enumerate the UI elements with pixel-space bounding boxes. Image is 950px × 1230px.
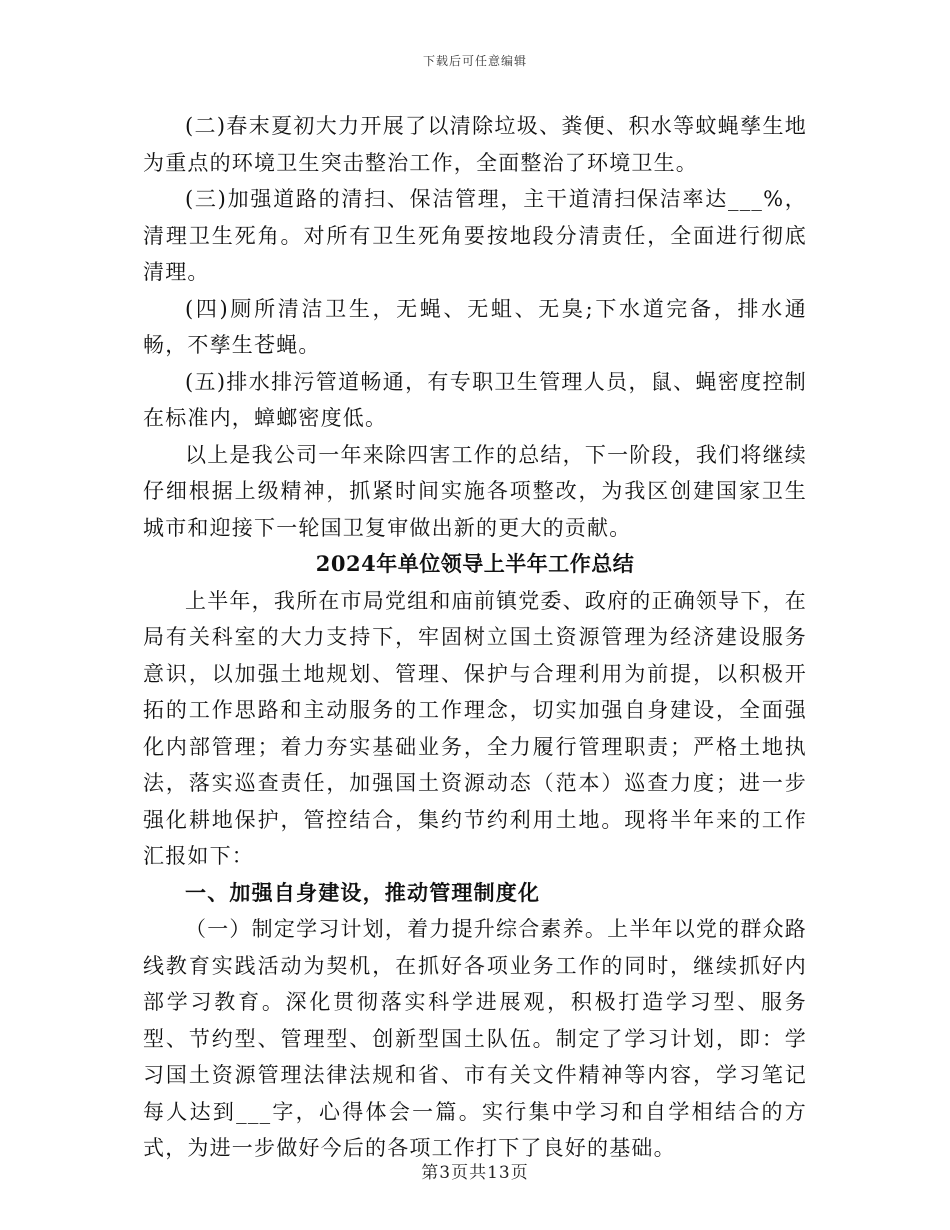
section-heading-1: 一、加强自身建设，推动管理制度化 [185,879,541,905]
paragraph-item-4: (四)厕所清洁卫生，无蝇、无蛆、无臭;下水道完备，排水通畅，不孳生苍蝇。 [143,296,807,357]
document-body [143,108,807,1167]
paragraph-item-5: (五)排水排污管道畅通，有专职卫生管理人员，鼠、蝇密度控制在标准内，蟑螂密度低。 [143,369,807,430]
header-note: 下载后可任意编辑 [422,54,527,68]
document-title: 2024年单位领导上半年工作总结 [315,551,635,576]
paragraph-conclusion: 以上是我公司一年来除四害工作的总结，下一阶段，我们将继续仔细根据上级精神，抓紧时间实施各项整改，为我区创建国家卫生城市和迎接下一轮国卫复审做出新的更大的贡献。 [143,442,807,540]
paragraph-item-2: (二)春末夏初大力开展了以清除垃圾、粪便、积水等蚊蝇孳生地为重点的环境卫生突击整治工作，全面整治了环境卫生。 [143,114,807,175]
paragraph-intro: 上半年，我所在市局党组和庙前镇党委、政府的正确领导下，在局有关科室的大力支持下，牢固树立国土资源管理为经济建设服务意识，以加强土地规划、管理、保护与合理利用为前提，以积极开拓的工作思路和主动服务的工作理念，切实加强自身建设，全面强化内部管理；着力夯实基础业务，全力履行管理职责；严格土地执法，落实巡查责任，加强国土资源动态（范本）巡查力度；进一步强化耕地保护，管控结合，集约节约利用土地。现将半年来的工作汇报如下： [143,588,807,868]
paragraph-section-1-1: （一）制定学习计划，着力提升综合素养。上半年以党的群众路线教育实践活动为契机，在抓好各项业务工作的同时，继续抓好内部学习教育。深化贯彻落实科学进展观，积极打造学习型、服务型、节约型、管理型、创新型国土队伍。制定了学习计划，即：学习国土资源管理法律法规和省、市有关文件精神等内容，学习笔记每人达到___字，心得体会一篇。实行集中学习和自学相结合的方式，为进一步做好今后的各项工作打下了良好的基础。 [143,917,807,1160]
paragraph-item-3: (三)加强道路的清扫、保洁管理，主干道清扫保洁率达___%，清理卫生死角。对所有卫生死角要按地段分清责任，全面进行彻底清理。 [143,187,807,284]
page-number-footer: 第3页共13页 [421,1163,529,1183]
